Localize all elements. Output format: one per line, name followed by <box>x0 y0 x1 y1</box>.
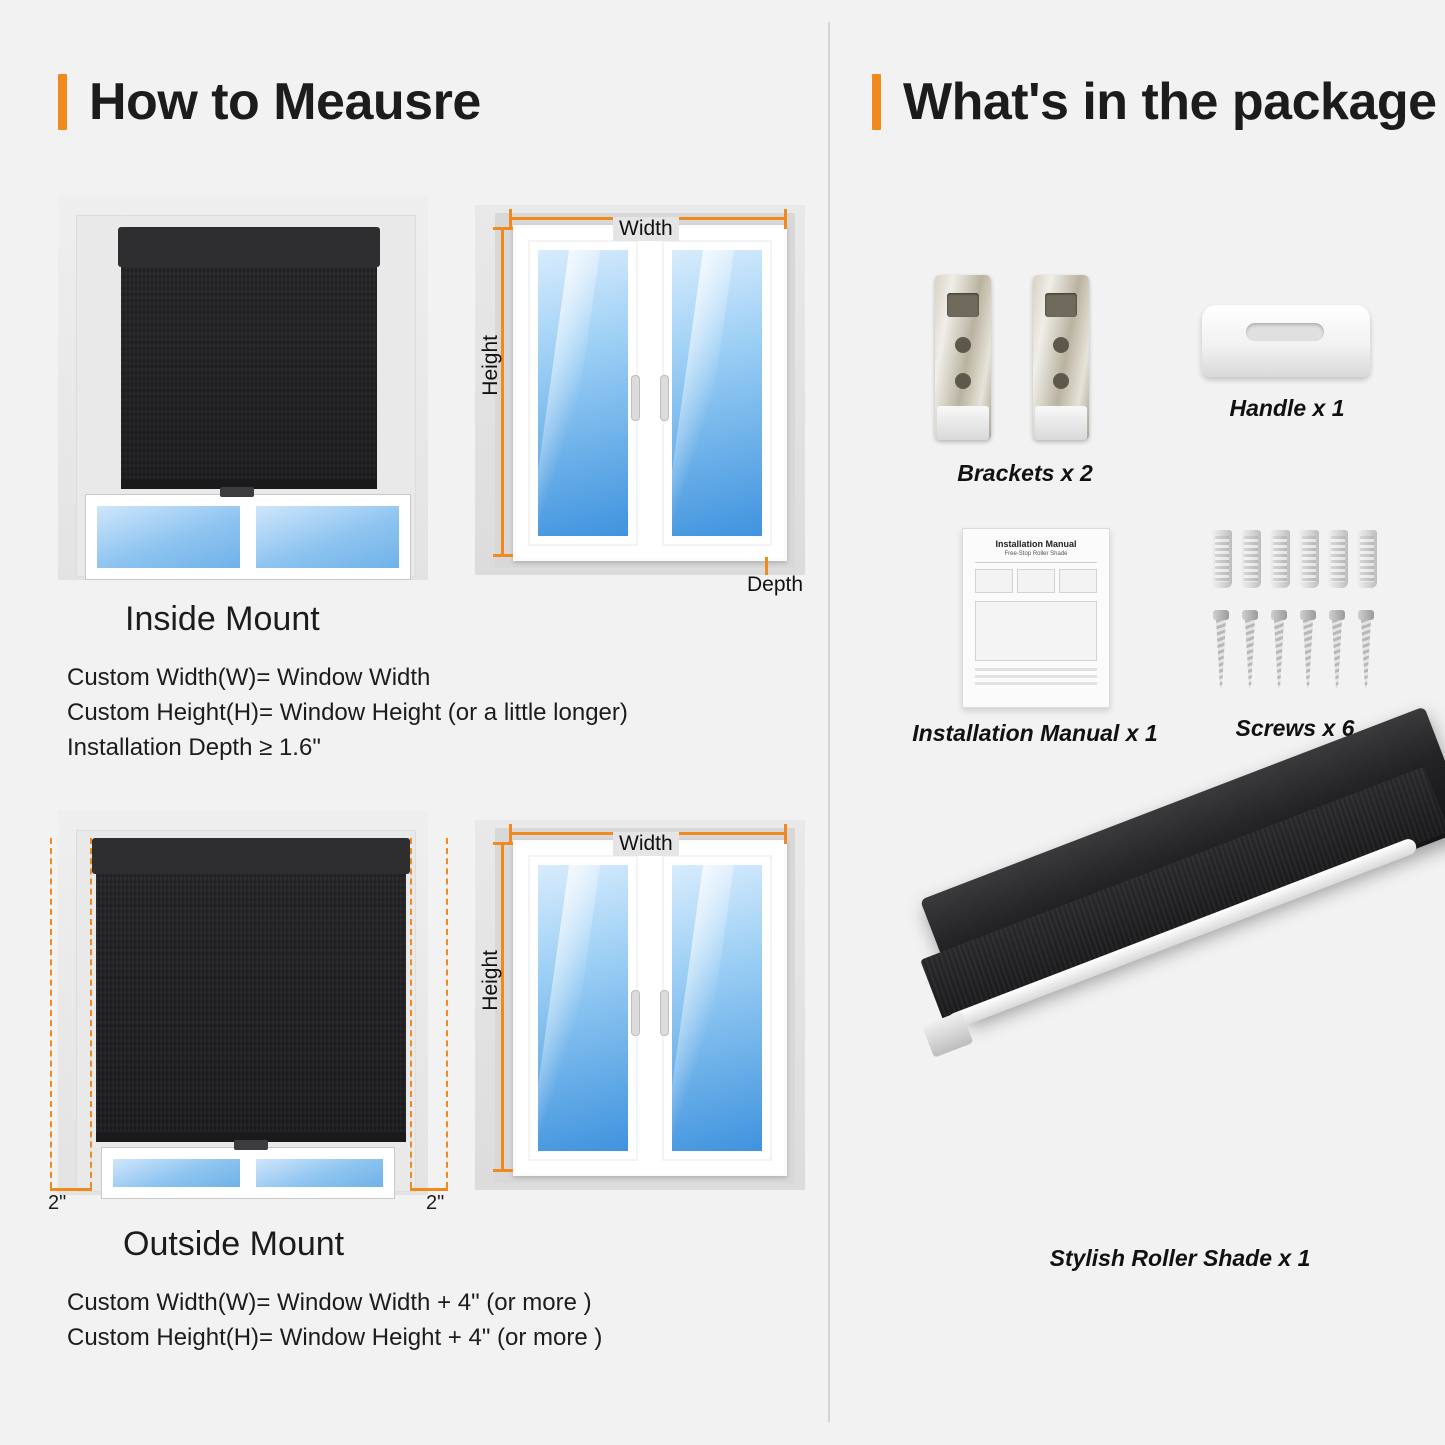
screw-2 <box>1242 610 1258 688</box>
inside-mount-title: Inside Mount <box>125 600 320 638</box>
accent-bar-right <box>872 74 881 130</box>
wall-anchor-6 <box>1357 530 1377 588</box>
glass-left-2 <box>538 865 628 1151</box>
height-tick-bottom-2 <box>493 1169 513 1172</box>
screw-6-head <box>1358 610 1374 620</box>
inside-mount-shade-illustration <box>58 195 428 580</box>
outside-mount-shade-illustration <box>48 810 445 1214</box>
screw-1-shaft <box>1216 620 1226 688</box>
bracket-1-slot <box>947 293 979 317</box>
overhang-label-right: 2" <box>426 1192 445 1214</box>
width-tick-right <box>784 209 787 229</box>
wall-anchor-4 <box>1299 530 1319 588</box>
glass-pane-right-outside <box>254 1157 385 1189</box>
outside-mount-line-2: Custom Height(H)= Window Height + 4" (or more ) <box>67 1324 603 1351</box>
bracket-2-hole <box>1053 337 1069 353</box>
inside-mount-line-1: Custom Width(W)= Window Width <box>67 664 431 691</box>
window-frame <box>513 225 787 561</box>
width-tick-left-2 <box>509 824 512 844</box>
shade-handle-tab-outside <box>234 1140 268 1150</box>
shade-fabric <box>121 267 377 479</box>
bracket-2-base <box>1035 406 1087 440</box>
manual-figure-2 <box>1017 569 1055 593</box>
heading-whats-in-package <box>872 72 1437 132</box>
width-tick-right-2 <box>784 824 787 844</box>
handle-caption: Handle x 1 <box>1229 395 1345 421</box>
overhang-arrow-right <box>410 1188 448 1191</box>
glass-pane-right <box>254 504 401 570</box>
glass-pane-left <box>95 504 242 570</box>
manual-subtitle: Free-Stop Roller Shade <box>1004 551 1068 557</box>
bracket-1-hole <box>955 337 971 353</box>
manual-main-figure <box>975 601 1097 661</box>
glass-pane-left-outside <box>111 1157 242 1189</box>
window-sash-left <box>528 240 638 546</box>
screw-4 <box>1300 610 1316 688</box>
inside-mount-panel <box>45 185 815 761</box>
screw-1 <box>1213 610 1229 688</box>
screw-2-shaft <box>1245 620 1255 688</box>
height-tick-bottom <box>493 554 513 557</box>
overhang-arrow-left <box>50 1188 92 1191</box>
shade-headrail <box>118 227 380 267</box>
height-tick-top-2 <box>493 842 513 845</box>
window-handle-left-2 <box>631 990 640 1036</box>
accent-bar-left <box>58 74 67 130</box>
outside-mount-window-diagram <box>465 810 815 1200</box>
brackets-caption: Brackets x 2 <box>957 460 1093 486</box>
roller-shade-caption: Stylish Roller Shade x 1 <box>1049 1245 1311 1271</box>
glass-glare-right <box>663 250 734 536</box>
window-handle-left <box>631 375 640 421</box>
manual-caption: Installation Manual x 1 <box>912 720 1158 746</box>
manual-rule <box>975 562 1097 563</box>
window-frame-2 <box>513 840 787 1176</box>
handle-part <box>1202 305 1370 377</box>
depth-label: Depth <box>747 573 804 596</box>
height-label: Height <box>479 335 502 396</box>
window-handle-right <box>660 375 669 421</box>
screw-6-shaft <box>1361 620 1371 688</box>
inside-mount-window-diagram <box>465 195 815 596</box>
screw-5-shaft <box>1332 620 1342 688</box>
width-label-2: Width <box>613 832 679 856</box>
overhang-dashline-right-outer <box>446 838 448 1188</box>
outside-mount-description <box>67 1285 602 1355</box>
bracket-1 <box>935 275 991 440</box>
overhang-dashline-left-outer <box>50 838 52 1188</box>
overhang-dashline-right-inner <box>410 838 412 1188</box>
wall-anchor-3 <box>1270 530 1290 588</box>
screw-3-shaft <box>1274 620 1284 688</box>
shade-headrail-outside <box>92 838 410 874</box>
wall-anchor-5 <box>1328 530 1348 588</box>
inside-mount-figures <box>45 185 815 596</box>
glass-right-2 <box>672 865 762 1151</box>
overhang-label-left: 2" <box>48 1192 67 1214</box>
manual-title: Installation Manual <box>995 539 1077 549</box>
screws-caption: Screws x 6 <box>1235 715 1355 741</box>
wall-anchor-1 <box>1212 530 1232 588</box>
heading-left-text: How to Meausre <box>89 73 481 131</box>
heading-right-text: What's in the package <box>903 73 1437 131</box>
roller-shade-product-photo <box>880 840 1440 1260</box>
outside-mount-figures <box>45 800 815 1214</box>
bracket-1-hole-2 <box>955 373 971 389</box>
screw-4-head <box>1300 610 1316 620</box>
inside-mount-line-2: Custom Height(H)= Window Height (or a little longer) <box>67 699 628 726</box>
glass-glare-left-2 <box>529 865 600 1151</box>
height-label-2: Height <box>479 950 502 1011</box>
overhang-dashline-left-inner <box>90 838 92 1188</box>
installation-manual <box>962 528 1110 708</box>
screw-6 <box>1358 610 1374 688</box>
manual-text-lines <box>975 668 1097 685</box>
manual-figure-3 <box>1059 569 1097 593</box>
screw-5-head <box>1329 610 1345 620</box>
width-label: Width <box>613 217 679 241</box>
bracket-2 <box>1033 275 1089 440</box>
bracket-2-hole-2 <box>1053 373 1069 389</box>
screw-3-head <box>1271 610 1287 620</box>
manual-text-line-2 <box>975 675 1097 678</box>
outside-mount-title: Outside Mount <box>123 1225 345 1263</box>
shade-handle-tab <box>220 487 254 497</box>
glass-glare-left <box>529 250 600 536</box>
bracket-2-slot <box>1045 293 1077 317</box>
manual-figure-1 <box>975 569 1013 593</box>
window-sash-right <box>662 240 772 546</box>
screw-1-head <box>1213 610 1229 620</box>
height-tick-top <box>493 227 513 230</box>
screw-3 <box>1271 610 1287 688</box>
handle-grip <box>1246 323 1324 341</box>
manual-text-line-3 <box>975 682 1097 685</box>
outside-mount-panel <box>45 800 815 1351</box>
column-divider <box>828 22 830 1422</box>
glass-left <box>538 250 628 536</box>
inside-mount-description <box>67 660 628 765</box>
window-below-shade-outside <box>102 1148 394 1198</box>
window-sash-left-2 <box>528 855 638 1161</box>
window-sash-right-2 <box>662 855 772 1161</box>
wall-anchor-2 <box>1241 530 1261 588</box>
screw-2-head <box>1242 610 1258 620</box>
screw-4-shaft <box>1303 620 1313 688</box>
glass-right <box>672 250 762 536</box>
bracket-1-base <box>937 406 989 440</box>
window-handle-right-2 <box>660 990 669 1036</box>
heading-how-to-measure <box>58 72 481 132</box>
screw-5 <box>1329 610 1345 688</box>
width-tick-left <box>509 209 512 229</box>
inside-mount-line-3: Installation Depth ≥ 1.6" <box>67 734 321 761</box>
manual-text-line-1 <box>975 668 1097 671</box>
outside-mount-line-1: Custom Width(W)= Window Width + 4" (or more ) <box>67 1289 592 1316</box>
shade-fabric-outside <box>96 874 406 1132</box>
manual-figure-row <box>975 569 1097 593</box>
glass-glare-right-2 <box>663 865 734 1151</box>
window-below-shade <box>86 495 410 579</box>
